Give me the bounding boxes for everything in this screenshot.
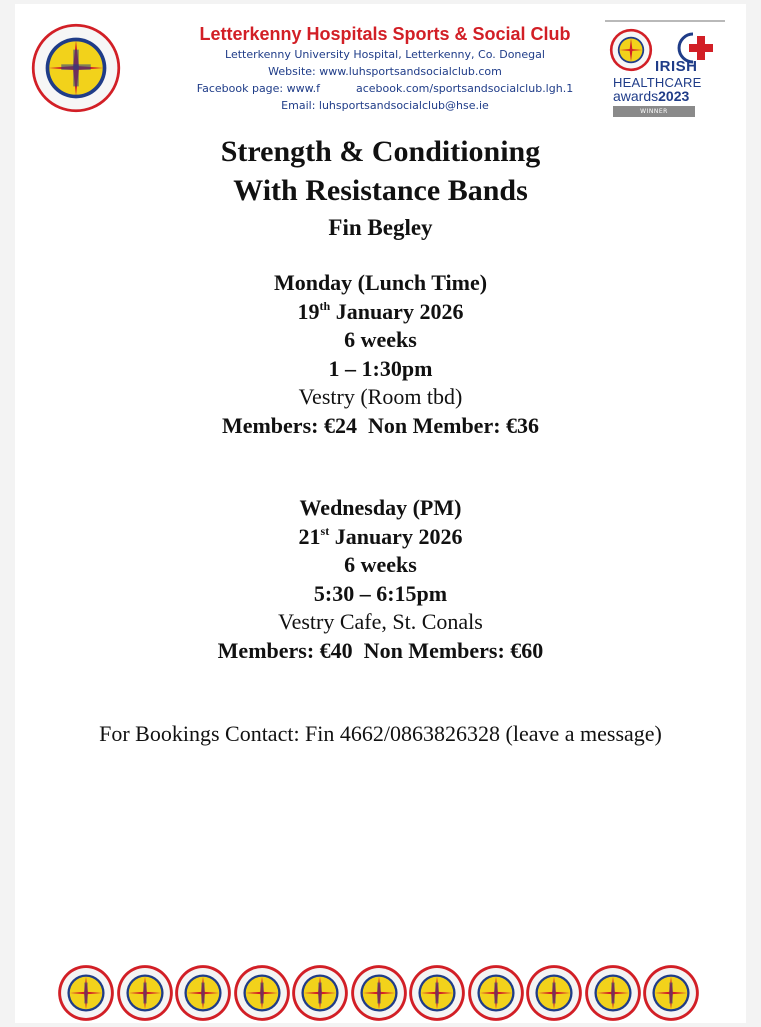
award-awards: awards — [613, 88, 659, 104]
footer-club-logo — [408, 964, 466, 1022]
healthcare-award-badge — [605, 20, 725, 116]
footer-club-logo — [291, 964, 349, 1022]
poster-page — [15, 4, 746, 1023]
club-address: Letterkenny University Hospital, Letterkenny, Co. Donegal — [225, 48, 545, 61]
date-month-year: January 2026 — [330, 298, 464, 324]
footer-club-logo — [350, 964, 408, 1022]
session-date — [15, 298, 746, 327]
class-title-line-1: Strength & Conditioning — [220, 135, 541, 168]
date-month-year: January 2026 — [329, 523, 463, 549]
footer-club-logo — [584, 964, 642, 1022]
session-location: Vestry (Room tbd) — [298, 384, 463, 409]
session-location: Vestry Cafe, St. Conals — [278, 609, 483, 634]
award-year: 2023 — [658, 88, 690, 104]
booking-contact: For Bookings Contact: Fin 4662/0863826328 (leave a message) — [99, 721, 662, 746]
footer-club-logo — [467, 964, 525, 1022]
footer-club-logo — [57, 964, 115, 1022]
instructor-name: Fin Begley — [328, 215, 433, 240]
session-monday — [15, 269, 746, 440]
footer-club-logo — [116, 964, 174, 1022]
footer-club-logo — [525, 964, 583, 1022]
session-time: 5:30 – 6:15pm — [313, 580, 448, 606]
footer-logo-strip — [57, 964, 707, 1024]
session-duration: 6 weeks — [344, 327, 417, 352]
club-header — [165, 22, 605, 114]
session-day: Monday (Lunch Time) — [273, 270, 488, 295]
award-irish: IRISH — [655, 58, 698, 75]
award-winner: WINNER — [613, 106, 695, 117]
session-day: Wednesday (PM) — [299, 495, 462, 520]
session-duration: 6 weeks — [344, 552, 417, 577]
footer-club-logo — [642, 964, 700, 1022]
facebook-label: Facebook page: www.f — [196, 82, 320, 95]
session-prices: Members: €40 Non Members: €60 — [217, 637, 544, 663]
session-prices: Members: €24 Non Member: €36 — [221, 412, 540, 438]
facebook-url-rest: acebook.com/sportsandsocialclub.lgh.1 — [356, 82, 574, 95]
session-wednesday — [15, 494, 746, 665]
club-email[interactable]: Email: luhsportsandsocialclub@hse.ie — [281, 99, 489, 112]
club-website[interactable]: Website: www.luhsportsandsocialclub.com — [268, 65, 502, 78]
class-title-block — [15, 132, 746, 246]
date-suffix: th — [319, 298, 331, 313]
award-club-seal — [609, 28, 653, 72]
session-date — [15, 523, 746, 552]
club-facebook[interactable] — [165, 80, 605, 97]
club-name: Letterkenny Hospitals Sports & Social Club — [199, 24, 571, 44]
session-time: 1 – 1:30pm — [328, 355, 433, 381]
footer-club-logo — [233, 964, 291, 1022]
class-title-line-2: With Resistance Bands — [233, 174, 528, 207]
date-suffix: st — [320, 523, 330, 538]
club-logo — [30, 22, 122, 114]
date-day: 19 — [297, 298, 320, 324]
date-day: 21 — [298, 523, 321, 549]
award-year-line — [613, 88, 689, 104]
award-healthcare: HEALTHCARE — [613, 75, 702, 90]
footer-club-logo — [174, 964, 232, 1022]
